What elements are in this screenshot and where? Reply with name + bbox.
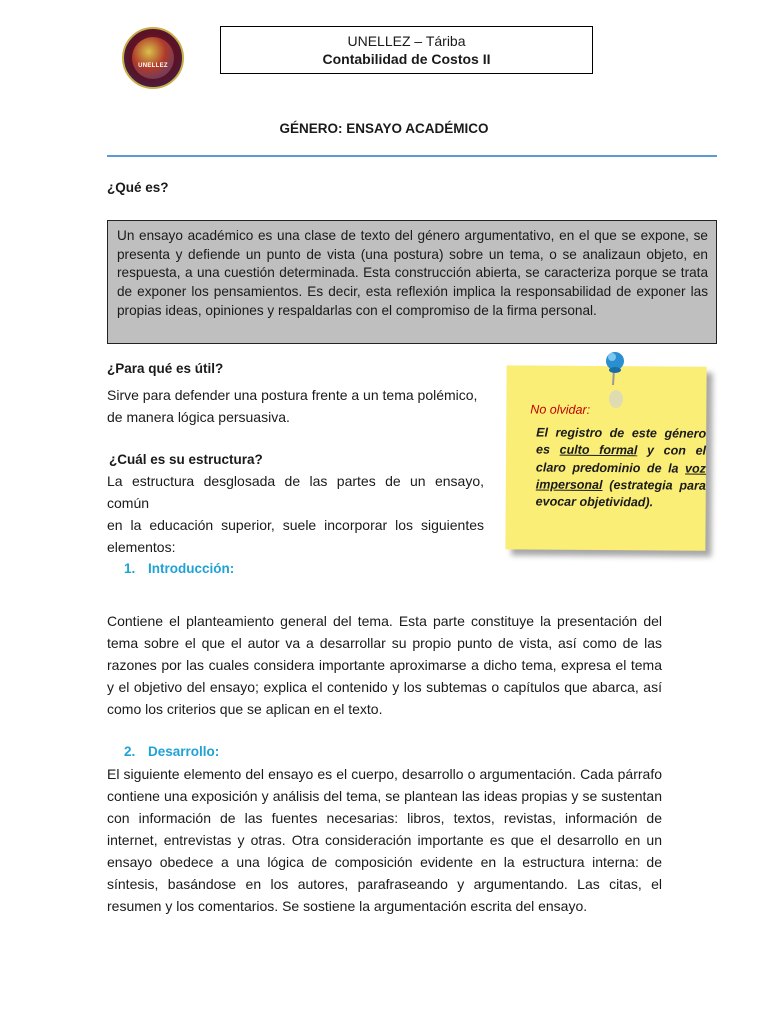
estructura-line-1: La estructura desglosada de las partes de un ensayo, común — [107, 473, 484, 511]
introduccion-number: 1. — [124, 561, 136, 576]
para-que-line-1: Sirve para defender una postura frente a un tema polémico, — [107, 387, 478, 403]
unellez-logo — [122, 27, 184, 89]
estructura-line-2: en la educación superior, suele incorporar los siguientes — [107, 517, 484, 533]
estructura-text — [107, 470, 484, 558]
title-divider — [107, 155, 717, 157]
note-label: No olvidar: — [530, 402, 591, 417]
heading-desarrollo — [124, 744, 219, 759]
page-title: GÉNERO: ENSAYO ACADÉMICO — [279, 121, 489, 136]
course-name: Contabilidad de Costos II — [322, 51, 491, 67]
introduccion-text: Contiene el planteamiento general del tema. Esta parte constituye la presentación del tema sobre el que el autor va a desarrollar su propio punto de vista, así como de las razones por las cuales considera importante aproximarse a dicho tema, expresa el tema y el objetivo del ensayo; explica el contenido y los subtemas o capítulos que abarca, así como los criterios que se aplican en el texto. — [107, 613, 662, 717]
heading-introduccion — [124, 561, 234, 576]
pushpin-icon — [598, 345, 638, 415]
desarrollo-number: 2. — [124, 744, 136, 759]
para-que-text — [107, 384, 484, 428]
heading-que-es: ¿Qué es? — [107, 180, 169, 195]
definition-box: Un ensayo académico es una clase de texto del género argumentativo, en el que se expone, se presenta y defiende un punto de vista (una postura) sobre un tema, o se analizaun objeto, en respuesta, a una cuestión determinada. Esta construcción abierta, se caracteriza porque se trata de exponer los pensamientos. Es decir, esta reflexión implica la responsabilidad de exponer las propias ideas, opiniones y respaldarlas con el compromiso de la firma personal. — [107, 220, 717, 344]
heading-estructura: ¿Cuál es su estructura? — [109, 452, 263, 467]
estructura-line-3: elementos: — [107, 539, 176, 555]
logo-text: UNELLEZ — [138, 63, 168, 69]
institution-name: UNELLEZ – Táriba — [347, 33, 466, 49]
note-body: El registro de este género es culto formal y con el claro predominio de la voz impersonal (estrategia para evocar objetividad). — [535, 425, 707, 510]
header-box — [220, 26, 593, 74]
desarrollo-text: El siguiente elemento del ensayo es el cuerpo, desarrollo o argumentación. Cada párrafo contiene una exposición y análisis del tema, se plantean las ideas propias y se sustentan con información de las fuentes necesarias: libros, textos, revistas, información de internet, entrevistas y otras. Otra consideración importante es que el desarrollo en un ensayo obedece a una lógica de composición evidente en la estructura interna: de síntesis, basándose en los autores, parafraseando y argumentando. Las citas, el resumen y los comentarios. Se sostiene la argumentación escrita del ensayo. — [107, 766, 662, 914]
logo-emblem — [132, 37, 174, 79]
desarrollo-title: Desarrollo: — [148, 744, 220, 759]
introduccion-title: Introducción: — [148, 561, 235, 576]
heading-para-que: ¿Para qué es útil? — [107, 361, 224, 376]
para-que-line-2: de manera lógica persuasiva. — [107, 409, 290, 425]
